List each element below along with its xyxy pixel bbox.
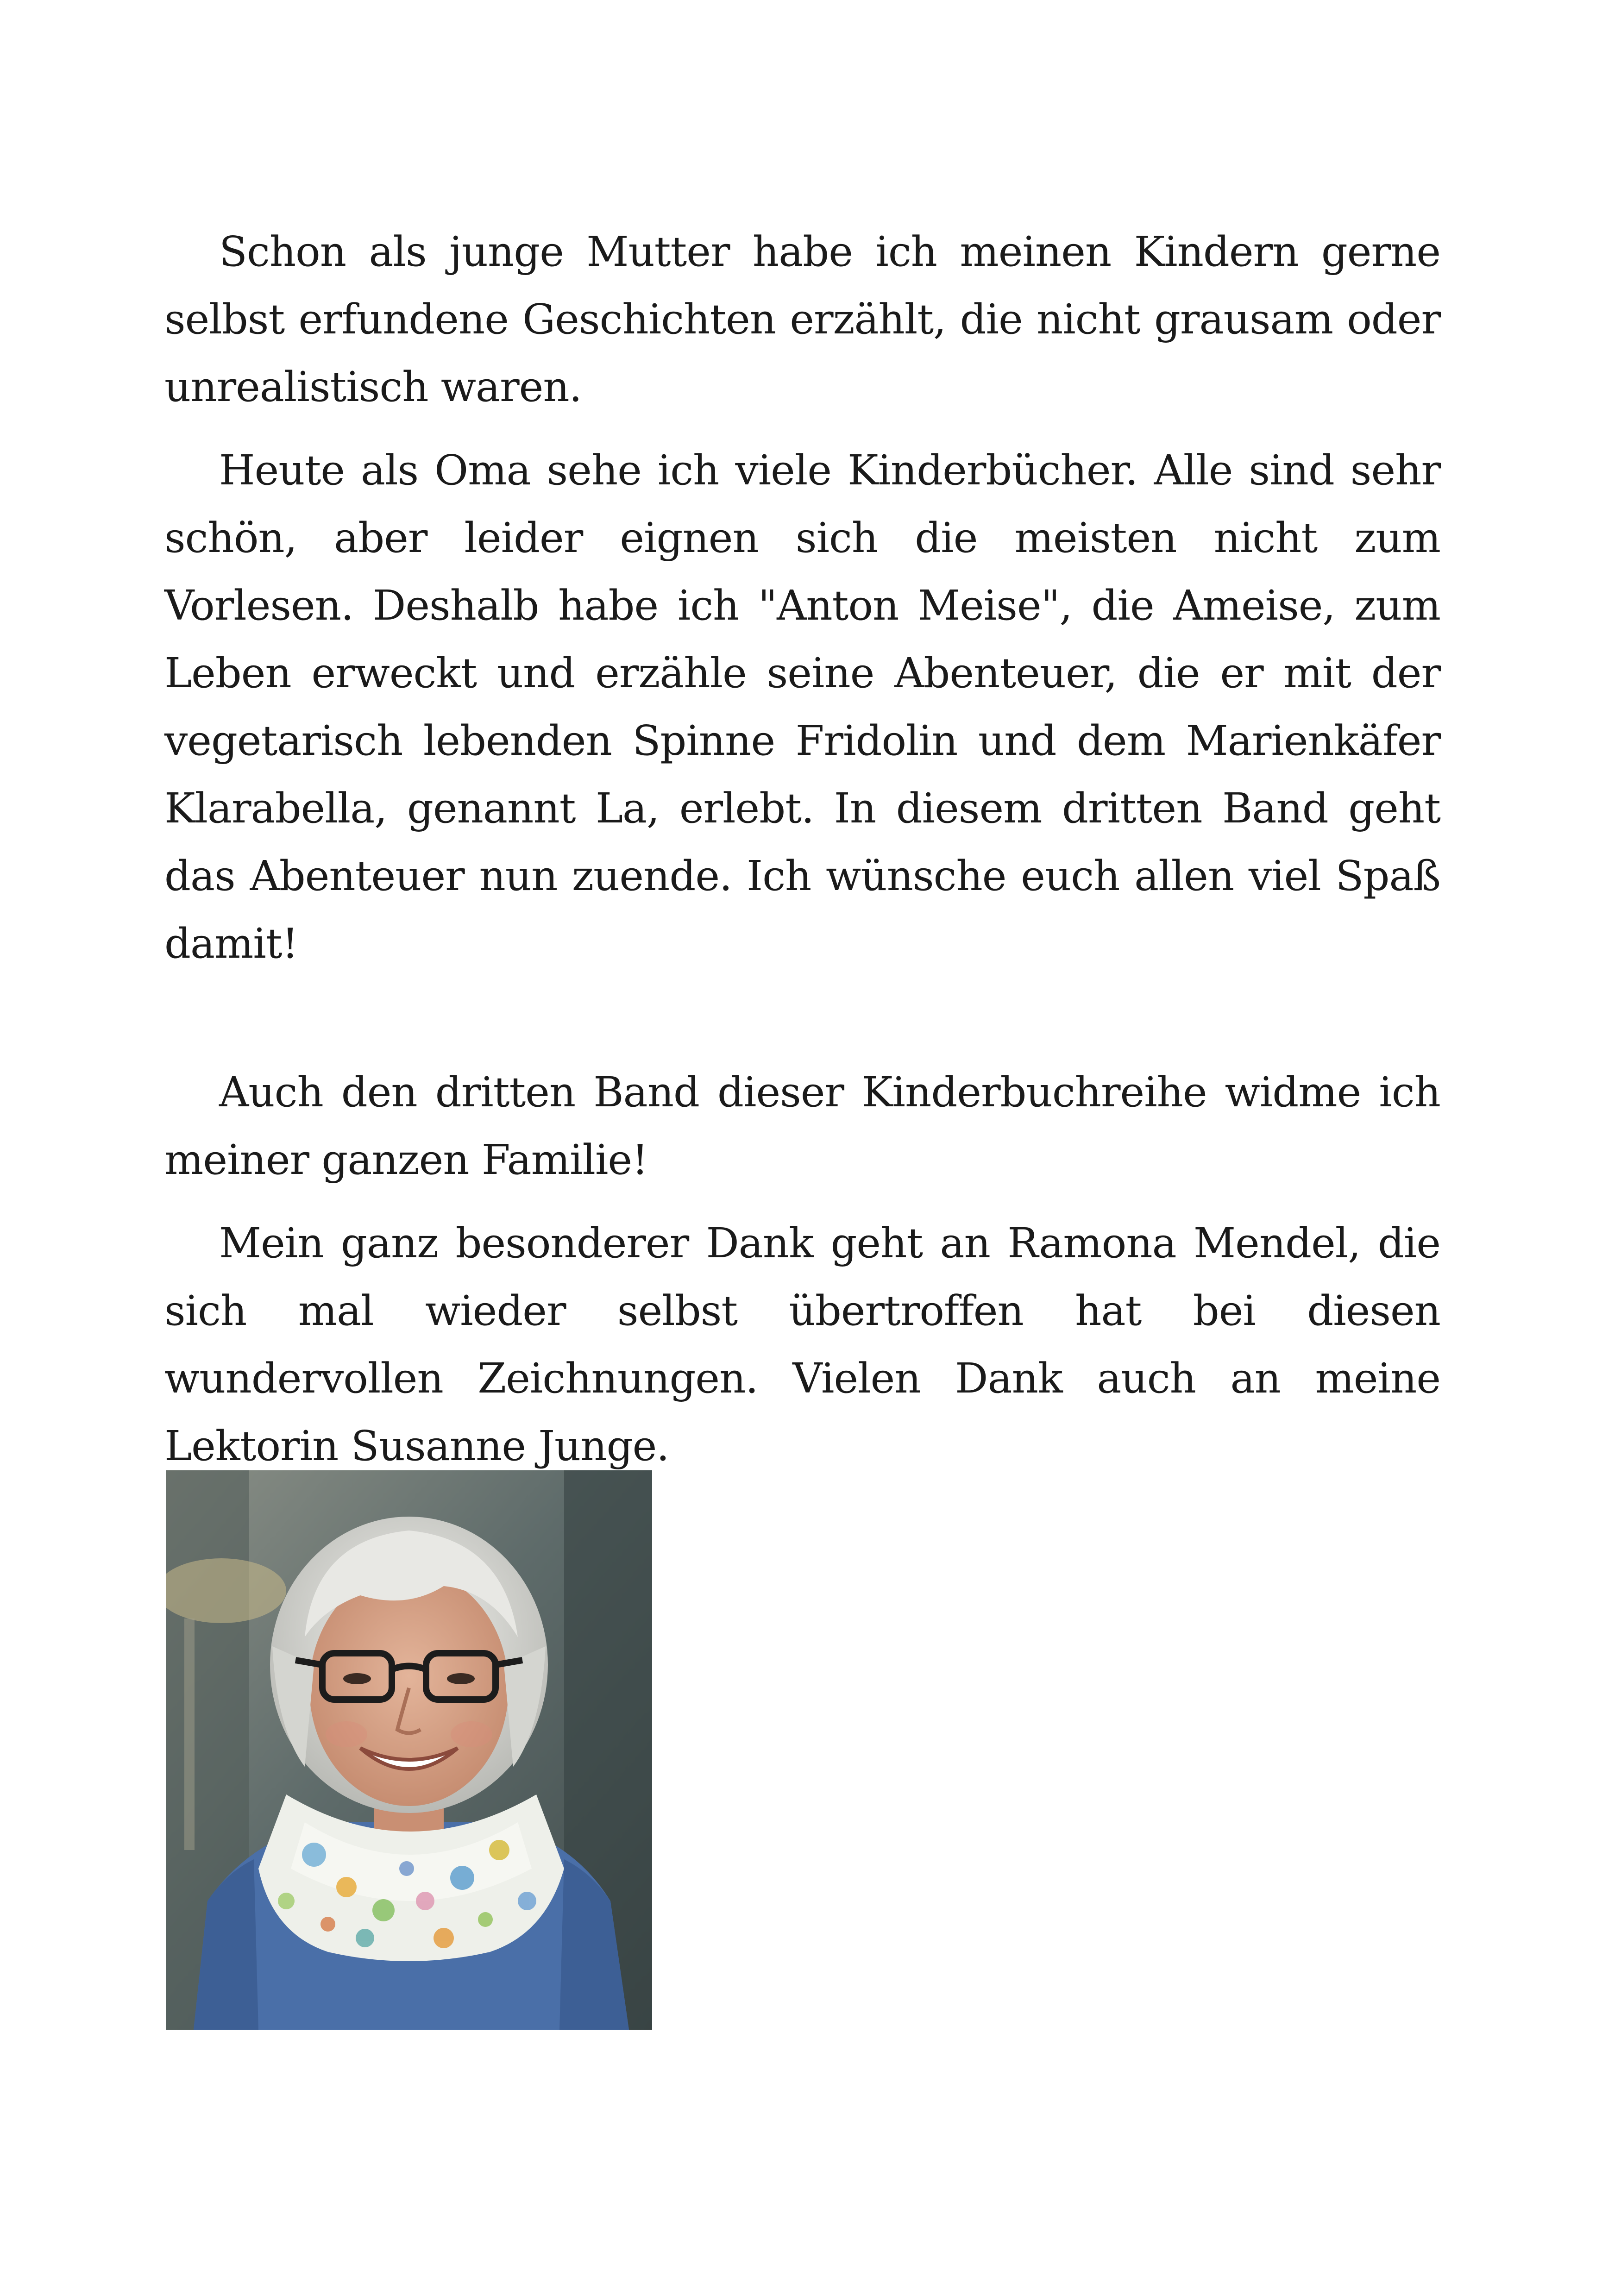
acknowledgement-paragraph: Mein ganz besonderer Dank geht an Ramona Mendel, die sich mal wieder selbst übertroffen hat bei diesen wundervollen Zeichnungen. Vielen Dank auch an meine Lektorin Susanne Junge.	[164, 1219, 1440, 1470]
intro-paragraph-2: Heute als Oma sehe ich viele Kinderbücher. Alle sind sehr schön, aber leider eignen sich die meisten nicht zum Vorlesen. Deshalb habe ich "Anton Meise", die Ameise, zum Leben erweckt und erzähle seine Abenteuer, die er mit der vegetarisch lebenden Spinne Fridolin und dem Marienkäfer Klarabella, genannt La, erlebt. In diesem dritten Band geht das Abenteuer nun zuende. Ich wünsche euch allen viel Spaß damit!	[164, 446, 1440, 967]
author-photo	[166, 1470, 652, 2030]
dedication-section	[164, 1058, 1440, 1495]
intro-paragraph-1: Schon als junge Mutter habe ich meinen Kindern gerne selbst erfundene Geschichten erzählt, die nicht grausam oder unrealistisch waren.	[164, 227, 1440, 411]
intro-section	[164, 218, 1440, 993]
dedication-paragraph-1: Auch den dritten Band dieser Kinderbuchreihe widme ich meiner ganzen Familie!	[164, 1068, 1440, 1184]
